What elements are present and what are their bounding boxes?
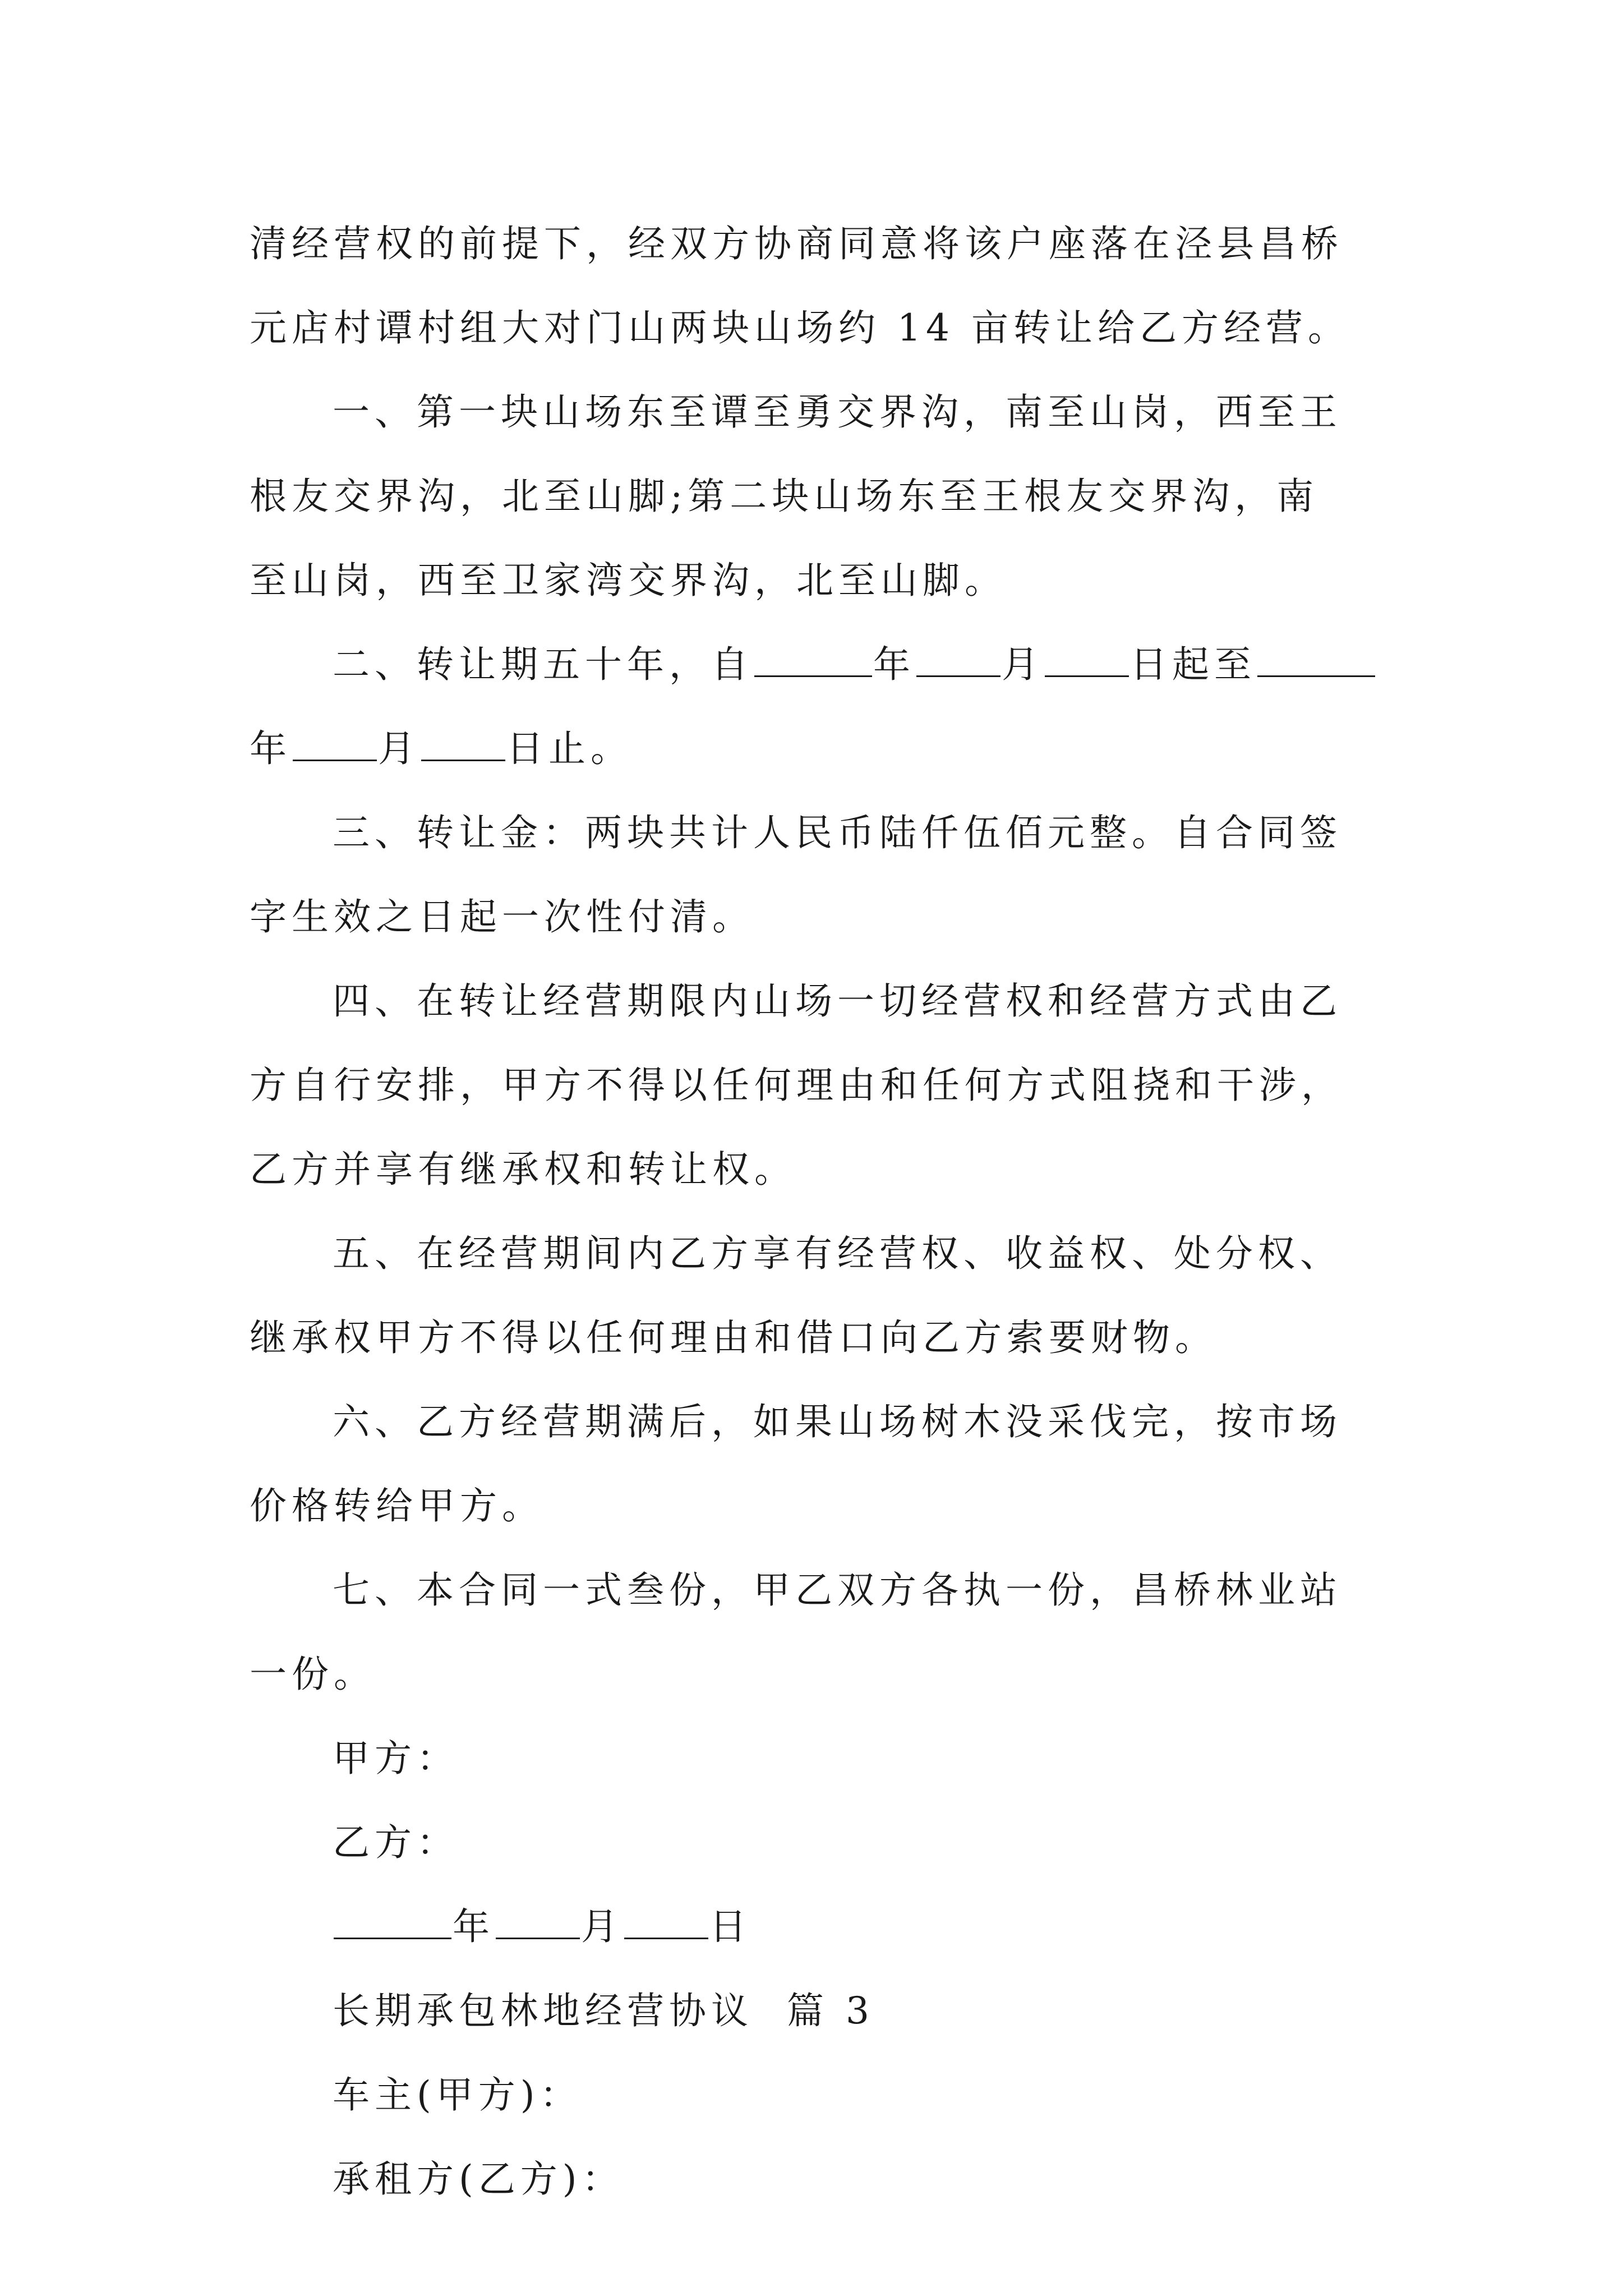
section-title: 长期承包林地经营协议 (333, 1989, 753, 2032)
section-label: 篇 3 (787, 1989, 874, 2032)
section-heading (250, 1969, 1377, 2053)
paragraph-line: 六、乙方经营期满后，如果山场树木没采伐完，按市场 (333, 1400, 1342, 1443)
term-year-label: 年 (873, 643, 915, 686)
owner-label: 车主(甲方)： (333, 2073, 582, 2116)
signature-date-line (250, 1885, 1377, 1969)
sign-year-label: 年 (453, 1905, 495, 1948)
sign-day-label: 日 (709, 1905, 751, 1948)
term-prefix: 二、转让期五十年，自 (333, 643, 753, 686)
blank-day-start[interactable] (1045, 638, 1129, 677)
blank-sign-day[interactable] (624, 1901, 708, 1939)
paragraph-line: 继承权甲方不得以任何理由和借口向乙方索要财物。 (250, 1316, 1217, 1359)
party-a-label: 甲方： (333, 1737, 459, 1780)
term-month-label: 月 (1002, 643, 1044, 686)
blank-year-end-lead[interactable] (1257, 638, 1375, 677)
document-body (250, 202, 1377, 2221)
sign-month-label: 月 (581, 1905, 623, 1948)
blank-year-start[interactable] (754, 638, 872, 677)
paragraph-line: 五、在经营期间内乙方享有经营权、收益权、处分权、 (333, 1232, 1342, 1275)
paragraph-line: 方自行安排，甲方不得以任何理由和任何方式阻挠和干涉， (250, 1064, 1343, 1107)
party-b-label: 乙方： (333, 1821, 459, 1864)
blank-sign-month[interactable] (496, 1901, 580, 1939)
lessee-label: 承租方(乙方)： (333, 2157, 624, 2201)
paragraph-line: 一、第一块山场东至谭至勇交界沟，南至山岗，西至王 (333, 390, 1342, 434)
paragraph-line: 乙方并享有继承权和转让权。 (250, 1148, 796, 1191)
paragraph-line: 四、在转让经营期限内山场一切经营权和经营方式由乙 (333, 979, 1342, 1023)
term-month-end-label: 月 (378, 727, 420, 770)
blank-month-end[interactable] (293, 723, 377, 761)
paragraph-line: 清经营权的前提下，经双方协商同意将该户座落在泾县昌桥 (250, 222, 1343, 265)
blank-month-start[interactable] (916, 638, 1000, 677)
paragraph-line: 根友交界沟，北至山脚;第二块山场东至王根友交界沟，南 (250, 475, 1319, 518)
term-line-1 (250, 623, 1377, 707)
paragraph-line: 一份。 (250, 1653, 376, 1696)
blank-sign-year[interactable] (334, 1901, 451, 1939)
blank-day-end[interactable] (421, 723, 505, 761)
paragraph-line: 七、本合同一式叁份，甲乙双方各执一份，昌桥林业站 (333, 1568, 1342, 1612)
paragraph-line: 至山岗，西至卫家湾交界沟，北至山脚。 (250, 559, 1007, 602)
term-day-end-label: 日止。 (506, 727, 633, 770)
term-line-2 (250, 707, 1377, 791)
term-day-label: 日起至 (1130, 643, 1256, 686)
term-year-end-label: 年 (250, 727, 292, 770)
paragraph-line: 价格转给甲方。 (250, 1484, 544, 1527)
paragraph-line: 字生效之日起一次性付清。 (250, 895, 754, 938)
paragraph-line: 三、转让金：两块共计人民币陆仟伍佰元整。自合同签 (333, 811, 1342, 854)
paragraph-line: 元店村谭村组大对门山两块山场约 14 亩转让给乙方经营。 (250, 306, 1350, 349)
